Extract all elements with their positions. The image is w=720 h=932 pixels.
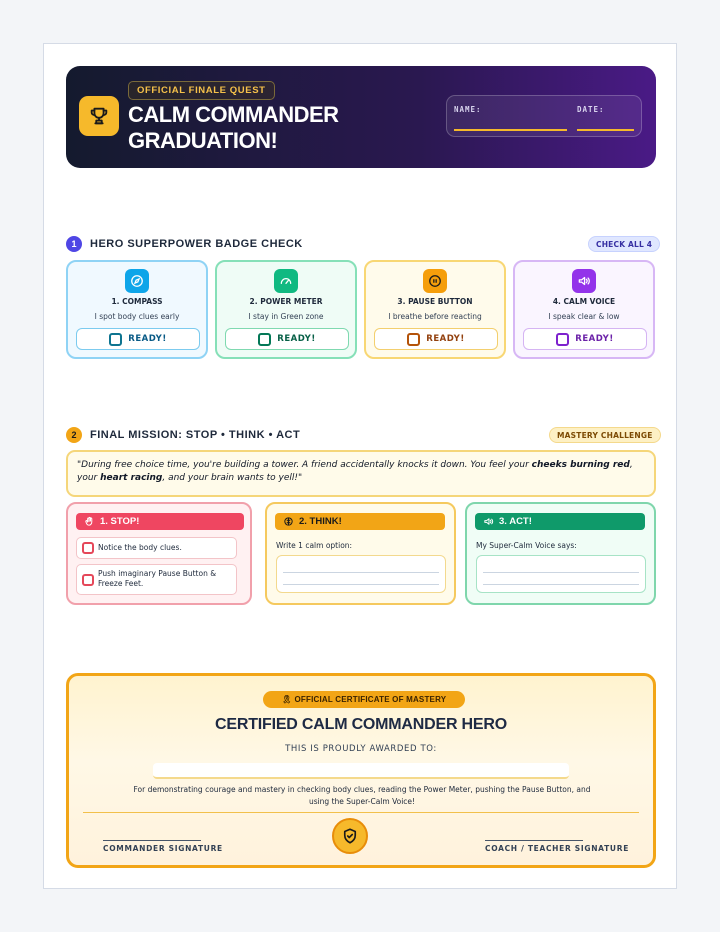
section-number: 1 — [66, 236, 82, 252]
scenario-emphasis: cheeks burning red — [531, 460, 630, 470]
badge-title: 1. COMPASS — [111, 297, 163, 306]
badge-title: 2. POWER METER — [249, 297, 323, 306]
trophy-icon — [79, 96, 119, 136]
section-title: FINAL MISSION: STOP • THINK • ACT — [90, 429, 301, 441]
stop-item-label: Notice the body clues. — [98, 543, 182, 552]
act-prompt: My Super-Calm Voice says: — [476, 541, 577, 550]
commander-signature-label: COMMANDER SIGNATURE — [103, 844, 223, 853]
scenario-box — [66, 450, 656, 497]
mastery-challenge-pill: MASTERY CHALLENGE — [549, 427, 661, 443]
badge-card-pause-button — [364, 260, 506, 359]
scenario-text: , and your brain wants to yell!" — [162, 473, 303, 483]
stop-title: 1. STOP! — [100, 516, 140, 527]
date-label: DATE: — [577, 105, 605, 114]
badge-description: I stay in Green zone — [248, 312, 324, 321]
checkbox[interactable] — [407, 333, 420, 346]
certificate — [66, 673, 656, 868]
certificate-title: CERTIFIED CALM COMMANDER HERO — [215, 716, 507, 733]
ribbon-icon: 🎗 — [281, 695, 293, 704]
act-title: 3. ACT! — [499, 516, 532, 527]
think-answer-field[interactable] — [276, 555, 446, 593]
commander-signature-line[interactable] — [103, 840, 201, 841]
badge-description: I speak clear & low — [548, 312, 620, 321]
act-card — [465, 502, 656, 605]
stop-item-label: Push imaginary Pause Button & Freeze Feet. — [98, 569, 217, 588]
stop-header — [76, 513, 244, 530]
gauge-icon — [274, 269, 298, 293]
scenario-emphasis: heart racing — [100, 473, 163, 483]
name-date-box — [446, 95, 642, 137]
badge-card-compass — [66, 260, 208, 359]
badge-description: I breathe before reacting — [388, 312, 482, 321]
think-header — [275, 513, 445, 530]
brain-icon — [283, 516, 294, 527]
shield-check-icon — [332, 818, 368, 854]
think-card — [265, 502, 456, 605]
section-title: HERO SUPERPOWER BADGE CHECK — [90, 238, 303, 250]
badge-title: 3. PAUSE BUTTON — [397, 297, 473, 306]
name-label: NAME: — [454, 105, 482, 114]
ready-checkbox-compass[interactable] — [76, 328, 200, 350]
teacher-signature-label: COACH / TEACHER SIGNATURE — [485, 844, 630, 853]
stop-item-1[interactable] — [76, 537, 237, 559]
section-number: 2 — [66, 427, 82, 443]
recipient-name-field[interactable] — [153, 763, 569, 779]
act-answer-field[interactable] — [476, 555, 646, 593]
scenario-text: , your — [77, 460, 633, 483]
checkbox[interactable] — [258, 333, 271, 346]
checkbox[interactable] — [109, 333, 122, 346]
speaker-icon — [483, 516, 494, 527]
checkbox[interactable] — [82, 542, 94, 554]
worksheet-page — [43, 43, 677, 889]
certificate-description: For demonstrating courage and mastery in checking body clues, reading the Power Meter, pushing the Pause Button, and using the Super-Calm Voice! — [133, 785, 591, 806]
page-title: CALM COMMANDER GRADUATION! — [128, 102, 339, 153]
teacher-signature-line[interactable] — [485, 840, 583, 841]
certificate-tag-label: OFFICIAL CERTIFICATE OF MASTERY — [294, 695, 447, 704]
checkbox[interactable] — [556, 333, 569, 346]
ready-checkbox-pause-button[interactable] — [374, 328, 498, 350]
certificate-tag — [263, 691, 465, 708]
checkbox[interactable] — [82, 574, 94, 586]
act-header — [475, 513, 645, 530]
ready-checkbox-calm-voice[interactable] — [523, 328, 647, 350]
scenario-text: "During free choice time, you're building a tower. A friend accidentally knocks it down. You feel your — [77, 460, 532, 470]
think-prompt: Write 1 calm option: — [276, 541, 353, 550]
check-all-pill: CHECK ALL 4 — [588, 236, 660, 252]
badge-card-calm-voice — [513, 260, 655, 359]
badge-title: 4. CALM VOICE — [552, 297, 616, 306]
divider — [83, 812, 639, 813]
badge-card-power-meter — [215, 260, 357, 359]
ready-label: READY! — [575, 334, 614, 344]
stop-item-2[interactable] — [76, 564, 237, 595]
certificate-subtitle: THIS IS PROUDLY AWARDED TO: — [285, 744, 437, 754]
speaker-icon — [572, 269, 596, 293]
ready-label: READY! — [128, 334, 167, 344]
quest-tag: OFFICIAL FINALE QUEST — [128, 81, 275, 100]
compass-icon — [125, 269, 149, 293]
date-field[interactable] — [577, 129, 634, 131]
ready-checkbox-power-meter[interactable] — [225, 328, 349, 350]
think-title: 2. THINK! — [299, 516, 342, 527]
ready-label: READY! — [426, 334, 465, 344]
pause-icon — [423, 269, 447, 293]
hand-icon — [84, 516, 95, 527]
ready-label: READY! — [277, 334, 316, 344]
badge-description: I spot body clues early — [94, 312, 180, 321]
name-field[interactable] — [454, 129, 567, 131]
header-banner — [66, 66, 656, 168]
stop-card — [66, 502, 252, 605]
